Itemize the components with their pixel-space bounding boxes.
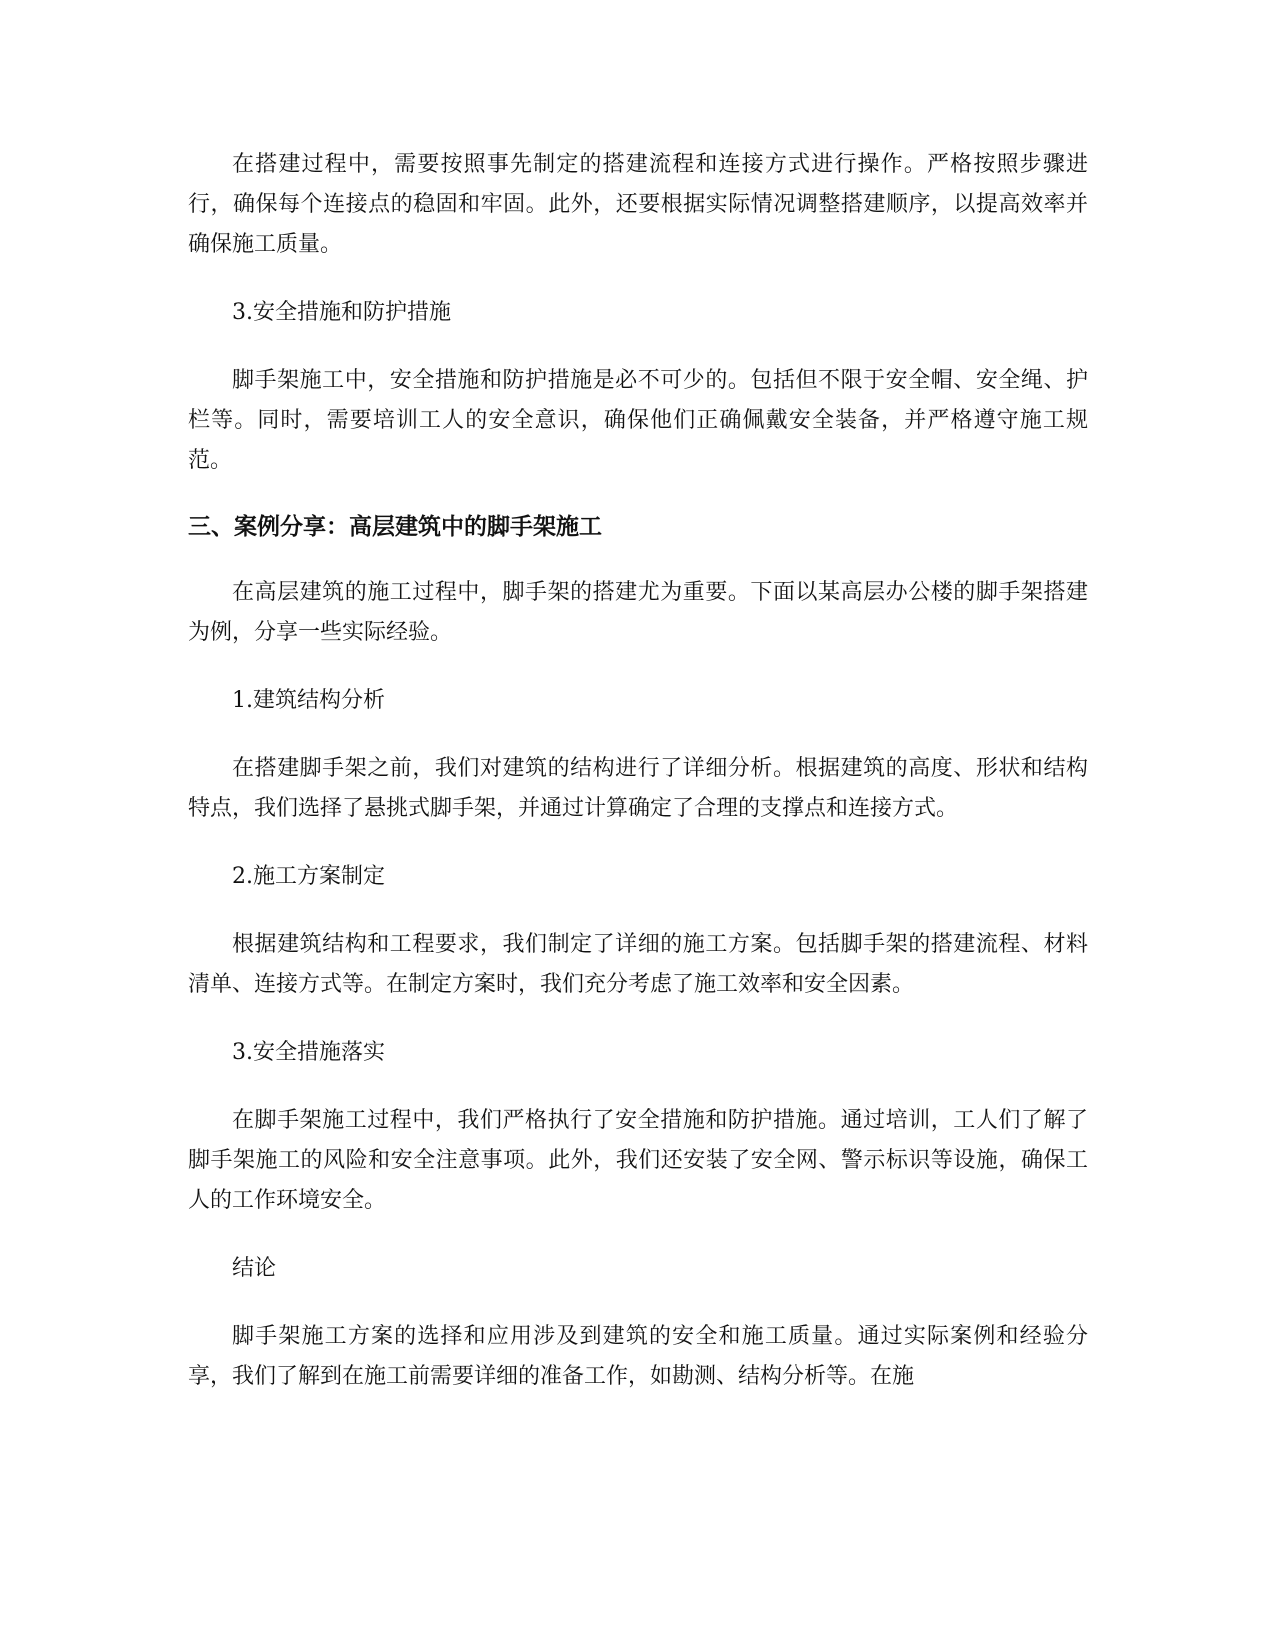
paragraph-conclusion: 脚手架施工方案的选择和应用涉及到建筑的安全和施工质量。通过实际案例和经验分享，我们了解到在施工前需要详细的准备工作，如勘测、结构分析等。在施: [188, 1324, 1088, 1389]
subheading-safety-measures: 3.安全措施和防护措施: [232, 300, 451, 325]
subheading-safety-implementation: 3.安全措施落实: [232, 1040, 385, 1065]
subheading-structure-analysis: 1.建筑结构分析: [232, 688, 385, 713]
paragraph-construction-plan: 根据建筑结构和工程要求，我们制定了详细的施工方案。包括脚手架的搭建流程、材料清单、连接方式等。在制定方案时，我们充分考虑了施工效率和安全因素。: [188, 932, 1088, 997]
paragraph-case-intro: 在高层建筑的施工过程中，脚手架的搭建尤为重要。下面以某高层办公楼的脚手架搭建为例，分享一些实际经验。: [188, 580, 1088, 645]
subheading-construction-plan: 2.施工方案制定: [232, 864, 385, 889]
document-body: [188, 145, 1088, 1397]
paragraph-build-process: 在搭建过程中，需要按照事先制定的搭建流程和连接方式进行操作。严格按照步骤进行，确保每个连接点的稳固和牢固。此外，还要根据实际情况调整搭建顺序，以提高效率并确保施工质量。: [188, 152, 1088, 257]
section-heading-case-study: 三、案例分享：高层建筑中的脚手架施工: [188, 514, 602, 540]
paragraph-safety-measures: 脚手架施工中，安全措施和防护措施是必不可少的。包括但不限于安全帽、安全绳、护栏等。同时，需要培训工人的安全意识，确保他们正确佩戴安全装备，并严格遵守施工规范。: [188, 368, 1088, 473]
paragraph-safety-implementation: 在脚手架施工过程中，我们严格执行了安全措施和防护措施。通过培训，工人们了解了脚手架施工的风险和安全注意事项。此外，我们还安装了安全网、警示标识等设施，确保工人的工作环境安全。: [188, 1108, 1088, 1213]
subheading-conclusion: 结论: [232, 1256, 277, 1281]
paragraph-structure-analysis: 在搭建脚手架之前，我们对建筑的结构进行了详细分析。根据建筑的高度、形状和结构特点，我们选择了悬挑式脚手架，并通过计算确定了合理的支撑点和连接方式。: [188, 756, 1088, 821]
